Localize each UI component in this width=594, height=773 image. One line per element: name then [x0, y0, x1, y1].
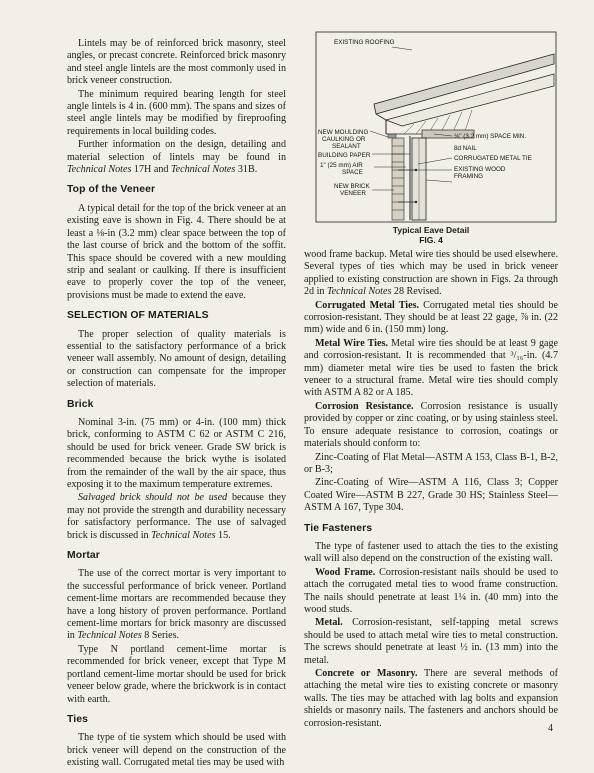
concrete-masonry-text: There are several methods of attaching the metal wire ties to existing concrete or masonry walls. The ties may be attached with lag bolts and expansion shields or masonry nails. The fasteners and anchors should be corrosion-resistant. — [304, 668, 558, 729]
heading-mortar: Mortar — [67, 550, 100, 562]
label-space-min: ⅛" (3.2 mm) SPACE MIN. — [454, 133, 527, 140]
label-veneer: VENEER — [340, 190, 366, 197]
fasteners-paragraph: The type of fastener used to attach the ties to the existing wall will also depend on the construction of the existing wall. — [304, 540, 558, 565]
mortar-paragraph-1 — [67, 568, 286, 642]
top-veneer-paragraph: A typical detail for the top of the brick veneer at an existing eave is shown in Fig. 4. There should be at least a ⅛-in (3.2 mm) clear space between the top of the last course of brick and the bottom of the soffit. This space should be covered with a new moulding strip and sealant or caulking. If there is insufficient eave to properly cover the top of the veneer, provisions must be made to extend the eave. — [67, 202, 286, 301]
salvaged-brick-paragraph — [67, 492, 286, 542]
heading-selection-of-materials: SELECTION OF MATERIALS — [67, 310, 209, 322]
wood-frame-text: Corrosion-resistant nails should be used to attach the corrugated metal ties to wood frame construction. The nails should penetrate at least 1¼ in. (40 mm) into the wood studs. — [304, 566, 558, 615]
tn-ref: Technical Notes — [151, 529, 216, 541]
tn-ref: Technical Notes — [327, 286, 392, 298]
corrosion-label: Corrosion Resistance. — [315, 400, 414, 412]
caption-title: Typical Eave Detail — [392, 225, 470, 235]
tn-ref: Technical Notes — [67, 164, 132, 176]
label-caulking: CAULKING OR — [322, 136, 366, 143]
concrete-masonry-label: Concrete or Masonry. — [315, 668, 418, 679]
figure-caption — [304, 225, 558, 245]
wire-ties-label: Metal Wire Ties. — [315, 337, 388, 349]
wood-frame-label: Wood Frame. — [315, 566, 376, 578]
ties-paragraph: The type of tie system which should be used with brick veneer will depend on the construction of the existing wall. Corrugated metal ties may be used with — [67, 732, 286, 769]
caption-fig: FIG. 4 — [419, 235, 443, 245]
label-sealant: SEALANT — [332, 143, 361, 150]
salvaged-end: 15. — [215, 529, 231, 541]
ties-continued-paragraph — [304, 249, 558, 299]
right-column — [304, 249, 558, 730]
mortar-text: The use of the correct mortar is very important to the successful performance of brick veneer. Portland cement-lime mortars are recommended because they have a long history of proven performance. Portland cement-lime mortars for brick masonry are discussed in — [67, 568, 286, 642]
label-air-space-1: 1" (25 mm) AIR — [320, 162, 363, 169]
left-column — [67, 38, 286, 770]
moulding-strip — [388, 134, 396, 138]
metal-text: Corrosion-resistant, self-tapping metal screws should be used to attach metal wire ties to metal construction. The screws should penetrate at least ½ in. (13 mm) into the metal. — [304, 617, 558, 666]
label-framing: FRAMING — [454, 173, 484, 180]
wire-ties-text: Metal wire ties should be at least 9 gage and corrosion-resistant. It is recommended that ³/₁₆-in. (4.7 mm) diameter metal wire ties be used to fasten the brick veneer to a structural frame. Metal wire ties should comply with ASTM A 82 or A 185. — [304, 337, 558, 399]
mortar-paragraph-2: Type N portland cement-lime mortar is recommended for brick veneer, except that Type M portland cement-lime mortar should be used for brick veneer below grade, where the brickwork is in contact with earth. — [67, 643, 286, 705]
lintel-paragraph-3 — [67, 139, 286, 176]
lintel-p3-text: Further information on the design, detailing and material selection of lintels may be found in — [67, 139, 286, 163]
salvaged-italic: Salvaged brick should not be used — [78, 492, 228, 504]
heading-tie-fasteners: Tie Fasteners — [304, 522, 373, 534]
spec-flat-metal: Zinc-Coating of Flat Metal—ASTM A 153, Class B-1, B-2, or B-3; — [304, 451, 558, 475]
corrosion-text: Corrosion resistance is usually provided by copper or zinc coating, or by using stainless steel. To ensure adequate resistance to corrosion, coatings or materials should conform to: — [304, 400, 559, 450]
corrugated-ties-label: Corrugated Metal Ties. — [315, 299, 420, 311]
heading-top-of-veneer: Top of the Veneer — [67, 184, 156, 196]
label-existing-wood: EXISTING WOOD — [454, 166, 506, 173]
ties-cont-end: 28 Revised. — [391, 286, 442, 298]
label-building-paper: BUILDING PAPER — [318, 152, 371, 159]
eave-detail-figure — [304, 30, 558, 240]
wire-ties-paragraph — [304, 338, 558, 400]
lintel-p3-mid: 17H and — [131, 164, 171, 176]
corrugated-ties-text: Corrugated metal ties should be corrosion-resistant. They should be at least 22 gage, ⅞ in. (22 mm) wide and 6 in. (150 mm) long. — [304, 299, 558, 336]
label-8d-nail: 8d NAIL — [454, 145, 477, 152]
mortar-end: 8 Series. — [141, 630, 180, 642]
page-number: 4 — [548, 723, 553, 734]
brick-veneer — [392, 138, 404, 220]
lintel-paragraph-1: Lintels may be of reinforced brick masonry, steel angles, or precast concrete. Reinforced brick masonry and steel angle lintels are the most commonly used in brick veneer construction. — [67, 38, 286, 87]
brick-paragraph: Nominal 3-in. (75 mm) or 4-in. (100 mm) thick brick, conforming to ASTM C 62 or ASTM C 216, should be used for brick veneer. Grade SW brick is recommended because the brick wythe is isolated from the remainder of the wall by the air space, thus exposing it to the maximum temperature extremes. — [67, 416, 286, 490]
metal-paragraph — [304, 617, 558, 667]
salvaged-text: because they may not provide the strength and durability necessary for satisfactory performance. The use of salvaged brick is discussed in — [67, 492, 286, 541]
lintel-p3-end: 31B. — [235, 164, 258, 176]
corrosion-paragraph — [304, 401, 558, 451]
label-air-space-2: SPACE — [342, 169, 363, 176]
concrete-masonry-paragraph — [304, 668, 558, 730]
materials-paragraph: The proper selection of quality materials is essential to the satisfactory performance of a brick veneer wall assembly. No amount of design, detailing or construction can compensate for the improper selection of materials. — [67, 328, 286, 390]
label-new-brick: NEW BRICK — [334, 183, 370, 190]
lintel-paragraph-2: The minimum required bearing length for steel angle lintels is 4 in. (600 mm). The spans and sizes of steel angle lintels may be modified by fireproofing requirements in local building codes. — [67, 88, 286, 137]
wood-frame-paragraph — [304, 567, 558, 617]
heading-ties: Ties — [67, 713, 89, 725]
label-new-moulding: NEW MOULDING — [318, 129, 369, 136]
tn-ref: Technical Notes — [77, 630, 142, 642]
corrugated-ties-paragraph — [304, 300, 558, 337]
label-corrugated-tie: CORRUGATED METAL TIE — [454, 155, 532, 162]
ties-cont-text: wood frame backup. Metal wire ties should be used elsewhere. Several types of ties which may be used in brick veneer applied to existing construction are shown in Figs. 2a through 2d in — [304, 249, 558, 298]
spec-wire: Zinc-Coating of Wire—ASTM A 116, Class 3; Copper Coated Wire—ASTM B 227, Grade 30 HS; Stainless Steel—ASTM A 167, Type 304. — [304, 477, 558, 514]
metal-label: Metal. — [315, 617, 343, 629]
label-existing-roofing: EXISTING ROOFING — [334, 39, 395, 46]
tn-ref: Technical Notes — [170, 164, 236, 176]
heading-brick: Brick — [67, 398, 94, 410]
